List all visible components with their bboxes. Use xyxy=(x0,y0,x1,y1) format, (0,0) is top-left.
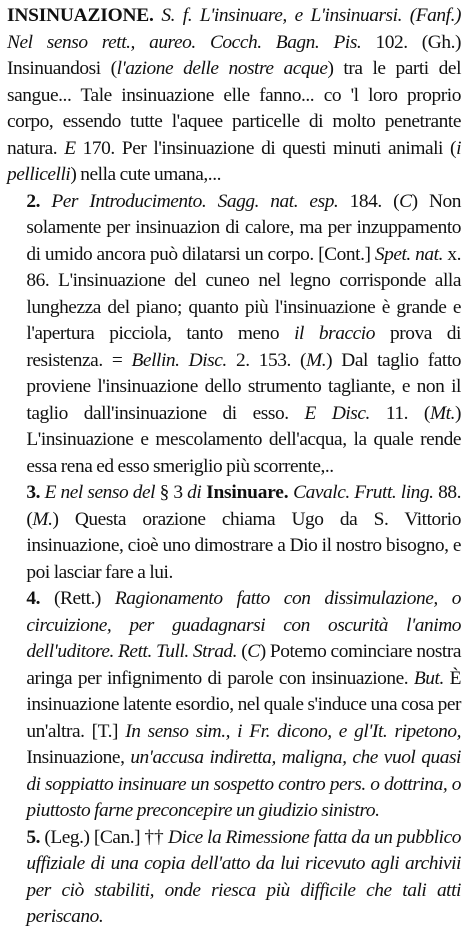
text-run: § 3 xyxy=(155,482,188,503)
text-run: Mt. xyxy=(429,402,455,424)
text-run: ) Questa orazione chiama Ugo da S. Vittorio insinuazione, cioè uno dimostrare a Dio il nostro bisogno, e poi lasciar fare a lui. xyxy=(26,508,461,583)
text-run: ) Non solamente per insinuazion di calore, ma per inzuppamento di umido ancora può dilatarsi un corpo. [Cont.] xyxy=(26,190,461,265)
text-run: ) Dal taglio fatto proviene l'insinuazione dello strumento tagliante, e non il taglio dall'insinuazione di esso. xyxy=(26,349,461,424)
text-run: 5. xyxy=(26,826,45,848)
text-run: Bellin. Disc. xyxy=(131,349,227,371)
entry-headword: INSINUAZIONE. xyxy=(7,5,154,26)
text-run: Spet. nat. xyxy=(374,243,443,265)
text-run: di xyxy=(187,482,202,503)
text-run: M. xyxy=(306,349,327,371)
text-run: M. xyxy=(32,508,53,530)
text-run: Dice la Rimessione fatta da un pubblico uffiziale di una copia dell'atto da lui ricevuto agli archivii per ciò stabiliti, onde riesca più difficile che tali atti periscano. xyxy=(26,826,461,927)
text-run: In senso sim., i Fr. dicono, e gl'It. ripetono, xyxy=(125,720,461,742)
text-run: Per Introducimento. Sagg. nat. esp. xyxy=(51,190,339,212)
text-run: ) Potemo cominciare nostra aringa per infignimento di parole con insinuazione. xyxy=(26,641,462,689)
text-run: 3. xyxy=(26,482,45,503)
text-run: 4. xyxy=(26,588,54,609)
text-run: 88. ( xyxy=(26,482,461,530)
text-run: (Leg.) [Can.] †† xyxy=(44,826,168,848)
entry-paragraph-3 xyxy=(7,480,461,586)
entry-paragraph-1 xyxy=(7,3,461,189)
text-run: ( xyxy=(237,641,248,662)
text-run: (Rett.) xyxy=(54,588,115,609)
text-run: 2. xyxy=(26,190,52,212)
text-run: 2. 153. ( xyxy=(226,349,307,371)
text-run: Cavalc. Frutt. ling. xyxy=(293,482,434,503)
entry-paragraph-2 xyxy=(7,189,461,481)
text-run: un'accusa indiretta, maligna, che vuol quasi di soppiatto insinuare un sospetto contro pers. o dottrina, o piuttosto farne preconcepire un giudizio sinistro. xyxy=(26,747,461,821)
text-run: 170. Per l'insinuazione di questi minuti animali ( xyxy=(75,137,457,159)
text-run: il braccio xyxy=(294,323,375,344)
text-run: Ragionamento fatto con dissimulazione, o circuizione, per guadagnarsi con oscurità l'animo dell'uditore. Rett. Tull. Strad. xyxy=(26,588,461,662)
text-run: C xyxy=(247,641,260,662)
text-run: prova di resistenza. = xyxy=(26,323,461,371)
text-run: È insinuazione latente esordio, nel quale s'induce una cosa per un'altra. [T.] xyxy=(26,667,461,742)
text-run: S. f. L'insinuare, e L'insinuarsi. (Fanf.) Nel senso rett., aureo. Cocch. Bagn. Pis. xyxy=(7,5,461,53)
text-run: 102. (Gh.) Insinuandosi ( xyxy=(7,31,462,79)
text-run: ) nella cute umana,... xyxy=(70,164,221,185)
text-run: x. 86. L'insinuazione del cuneo nel legno corrisponde alla lunghezza del piano; quanto più l'insinuazione è grande e l'apertura picciola, tanto meno xyxy=(26,243,461,344)
text-run: i pellicelli xyxy=(7,137,461,185)
text-run: Insinuare. xyxy=(201,482,294,503)
text-run: ) L'insinuazione e mescolamento dell'acqua, la quale rende essa rena ed esso smeriglio più scorrente,.. xyxy=(26,402,461,477)
text-run: ) tra le parti del sangue... Tale insinuazione elle fanno... co 'l loro proprio corpo, essendo tutte l'aquee particelle di molto penetrante natura. xyxy=(7,58,462,159)
text-run: 184. ( xyxy=(338,190,400,212)
text-run: C xyxy=(399,190,412,212)
text-run: E xyxy=(64,137,76,159)
text-run: 11. ( xyxy=(369,402,430,424)
text-run: E Disc. xyxy=(304,402,370,424)
text-run: l'azione delle nostre acque xyxy=(116,58,328,79)
entry-paragraph-4 xyxy=(7,586,461,825)
text-run: But. xyxy=(413,667,444,689)
text-run: Insinuazione, xyxy=(26,747,131,768)
text-run: E nel senso del xyxy=(44,482,156,503)
entry-paragraph-5 xyxy=(7,825,461,931)
